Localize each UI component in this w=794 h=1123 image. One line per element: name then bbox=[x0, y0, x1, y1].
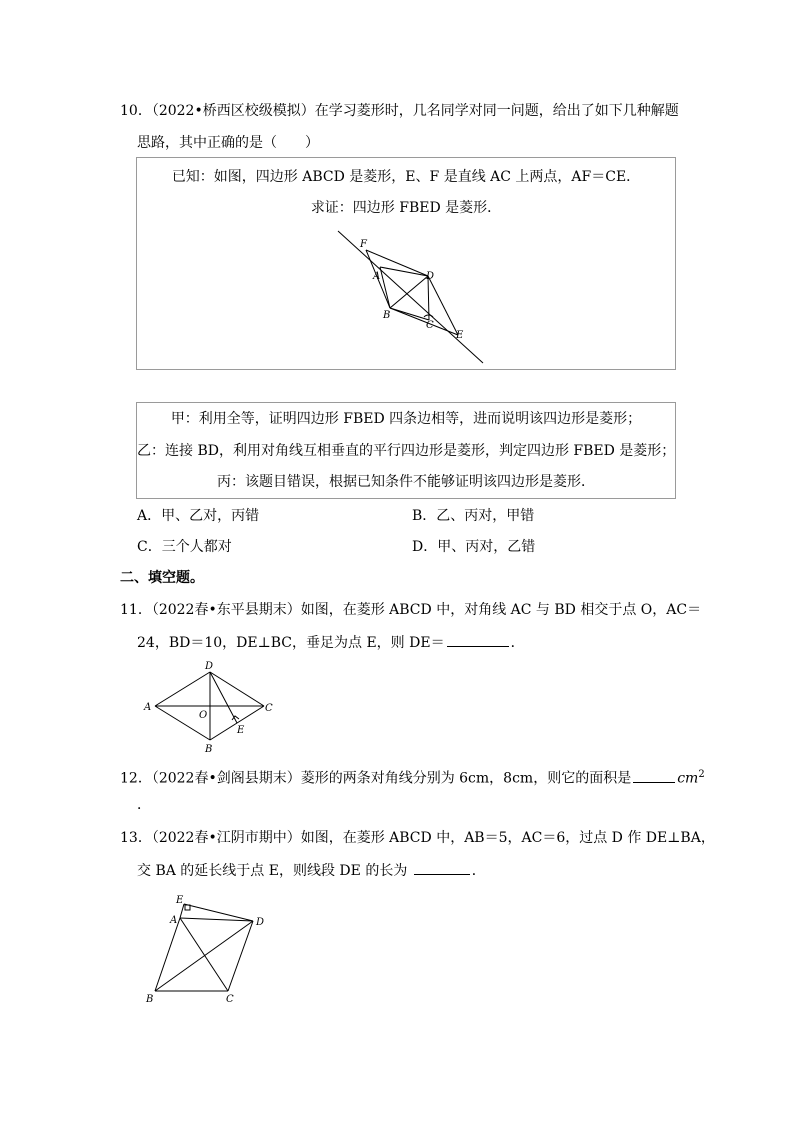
q13-label-D: D bbox=[256, 917, 265, 928]
q10-label-F: F bbox=[360, 239, 367, 250]
q10-idea-yi: 乙：连接 BD，利用对角线互相垂直的平行四边形是菱形，判定四边形 FBED 是菱形； bbox=[137, 443, 676, 459]
q13-answer-blank[interactable] bbox=[414, 860, 470, 875]
q10-figure bbox=[137, 158, 675, 369]
q10-label-E: E bbox=[456, 330, 464, 341]
q13-label-A: A bbox=[170, 915, 178, 926]
q12-stem-text: 12．（2022春•剑阁县期末）菱形的两条对角线分别为 6cm，8cm，则它的面积是 bbox=[120, 770, 632, 787]
q10-prove: 求证：四边形 FBED 是菱形． bbox=[310, 200, 502, 216]
q10-option-c[interactable]: C．三个人都对 bbox=[137, 539, 232, 555]
q10-given: 已知：如图，四边形 ABCD 是菱形，E、F 是直线 AC 上两点，AF＝CE． bbox=[171, 169, 641, 185]
q10-option-b[interactable]: B．乙、丙对，甲错 bbox=[412, 508, 535, 524]
q11-label-A: A bbox=[144, 702, 152, 713]
q12-stem-line1 bbox=[120, 765, 705, 789]
q11-label-C: C bbox=[265, 703, 273, 714]
q10-stem-line1: 10．（2022•桥西区校级模拟）在学习菱形时，几名同学对同一问题，给出了如下几种解题 bbox=[120, 103, 679, 119]
q10-option-d[interactable]: D．甲、丙对，乙错 bbox=[412, 539, 536, 555]
q11-figure bbox=[140, 656, 280, 756]
q13-stem-text: 交 BA 的延长线于点 E，则线段 DE 的长为 bbox=[137, 863, 412, 879]
q10-option-a[interactable]: A．甲、乙对，丙错 bbox=[137, 508, 260, 524]
q10-idea-bing: 丙：该题目错误，根据已知条件不能够证明该四边形是菱形． bbox=[217, 474, 595, 490]
q11-label-D: D bbox=[205, 661, 214, 672]
q10-ideas-box bbox=[136, 402, 676, 499]
q10-label-D: D bbox=[426, 271, 435, 282]
q13-label-C: C bbox=[226, 994, 234, 1005]
q13-figure bbox=[140, 888, 280, 1008]
q11-stem-end: ． bbox=[510, 635, 525, 651]
q11-label-O: O bbox=[199, 710, 208, 721]
q11-stem-text: 24，BD＝10，DE⊥BC，垂足为点 E，则 DE＝ bbox=[137, 635, 445, 651]
q10-label-B: B bbox=[383, 310, 391, 321]
q12-stem-line2: ． bbox=[137, 797, 151, 813]
q11-stem-line2 bbox=[137, 632, 525, 653]
section-fill-in-title: 二、填空题。 bbox=[120, 570, 204, 586]
q11-label-E: E bbox=[237, 725, 245, 736]
q12-unit-exponent: 2 bbox=[698, 769, 705, 780]
q10-stem-line2: 思路，其中正确的是（ ） bbox=[137, 135, 319, 151]
q12-answer-blank[interactable] bbox=[633, 768, 675, 783]
q10-label-C: C bbox=[426, 320, 434, 331]
q13-stem-line1: 13．（2022春•江阴市期中）如图，在菱形 ABCD 中，AB＝5，AC＝6，过点 D 作 DE⊥BA， bbox=[120, 830, 715, 846]
q10-given-box bbox=[136, 157, 676, 370]
q13-stem-line2 bbox=[137, 860, 486, 881]
q11-label-B: B bbox=[205, 744, 213, 755]
q12-unit: cm bbox=[677, 770, 699, 787]
q13-label-B: B bbox=[146, 994, 154, 1005]
q10-idea-jia: 甲：利用全等，证明四边形 FBED 四条边相等，进而说明该四边形是菱形； bbox=[170, 411, 642, 427]
q11-answer-blank[interactable] bbox=[447, 632, 509, 647]
q13-stem-end: ． bbox=[471, 863, 486, 879]
q13-label-E: E bbox=[176, 895, 184, 906]
q10-label-A: A bbox=[373, 271, 381, 282]
q11-stem-line1: 11．（2022春•东平县期末）如图，在菱形 ABCD 中，对角线 AC 与 BD 相交于点 O，AC＝ bbox=[120, 602, 702, 618]
